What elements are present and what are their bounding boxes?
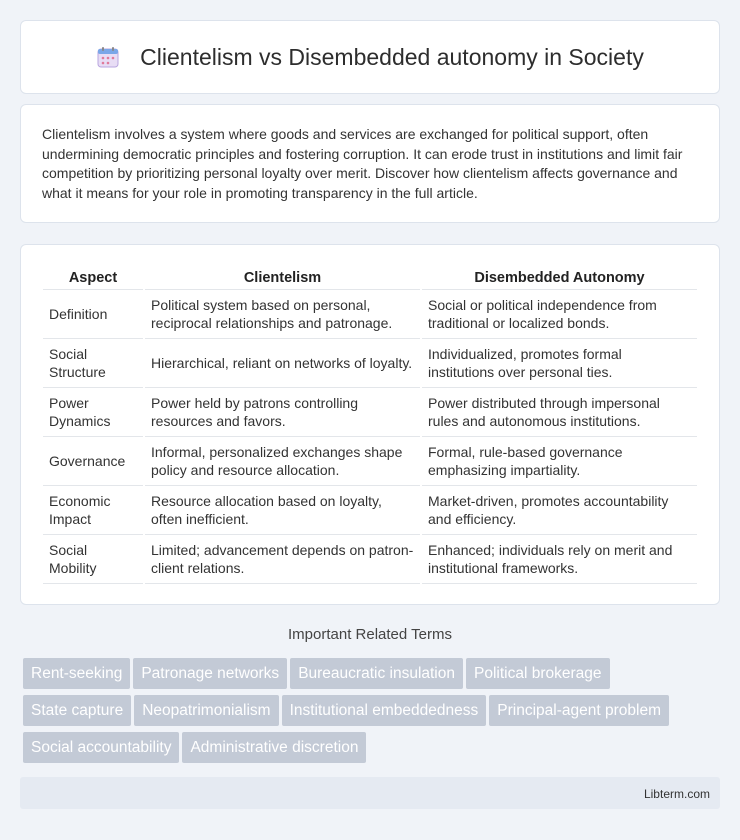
calendar-icon <box>96 45 120 69</box>
intro-card <box>20 104 720 223</box>
related-term-tag[interactable]: Rent-seeking <box>23 658 130 689</box>
intro-text: Clientelism involves a system where goods and services are exchanged for political support, often undermining democratic principles and fostering corruption. It can erode trust in institutions and limit fair competition by prioritizing personal loyalty over merit. Discover how clientelism affects governance and what it means for your role in promoting transparency in the full article. <box>42 126 683 201</box>
row-disembedded: Enhanced; individuals rely on merit and institutional frameworks. <box>422 535 697 584</box>
comparison-table <box>41 267 699 584</box>
related-term-tag[interactable]: Neopatrimonialism <box>134 695 278 726</box>
related-term-tag[interactable]: Administrative discretion <box>182 732 366 763</box>
row-aspect: Definition <box>43 290 143 339</box>
page-title: Clientelism vs Disembedded autonomy in Society <box>140 43 644 70</box>
row-aspect: Governance <box>43 437 143 486</box>
row-aspect: Power Dynamics <box>43 388 143 437</box>
related-term-tag[interactable]: Institutional embeddedness <box>282 695 487 726</box>
row-aspect: Social Mobility <box>43 535 143 584</box>
header-disembedded-autonomy: Disembedded Autonomy <box>422 267 697 290</box>
row-aspect: Economic Impact <box>43 486 143 535</box>
row-clientelism: Hierarchical, reliant on networks of loyalty. <box>145 339 420 388</box>
related-term-tag[interactable]: Principal-agent problem <box>489 695 669 726</box>
row-clientelism: Power held by patrons controlling resources and favors. <box>145 388 420 437</box>
related-term-tag[interactable]: Bureaucratic insulation <box>290 658 463 689</box>
row-clientelism: Informal, personalized exchanges shape policy and resource allocation. <box>145 437 420 486</box>
table-header-row <box>43 267 697 290</box>
row-aspect: Social Structure <box>43 339 143 388</box>
table-row <box>43 290 697 339</box>
row-disembedded: Power distributed through impersonal rules and autonomous institutions. <box>422 388 697 437</box>
table-row <box>43 486 697 535</box>
related-term-tag[interactable]: Social accountability <box>23 732 179 763</box>
related-term-tag[interactable]: Patronage networks <box>133 658 287 689</box>
comparison-table-card <box>20 244 720 605</box>
table-row <box>43 535 697 584</box>
table-row <box>43 437 697 486</box>
row-disembedded: Individualized, promotes formal institutions over personal ties. <box>422 339 697 388</box>
footer <box>20 777 720 809</box>
related-terms-title: Important Related Terms <box>288 626 452 643</box>
footer-site-link[interactable]: Libterm.com <box>643 787 710 801</box>
table-row <box>43 339 697 388</box>
row-disembedded: Social or political independence from traditional or localized bonds. <box>422 290 697 339</box>
header-card <box>20 20 720 94</box>
table-row <box>43 388 697 437</box>
related-term-tag[interactable]: State capture <box>23 695 131 726</box>
related-term-tag[interactable]: Political brokerage <box>466 658 610 689</box>
row-clientelism: Limited; advancement depends on patron-client relations. <box>145 535 420 584</box>
header-aspect: Aspect <box>43 267 143 290</box>
row-disembedded: Formal, rule-based governance emphasizing impartiality. <box>422 437 697 486</box>
header-clientelism: Clientelism <box>145 267 420 290</box>
row-disembedded: Market-driven, promotes accountability and efficiency. <box>422 486 697 535</box>
row-clientelism: Political system based on personal, reciprocal relationships and patronage. <box>145 290 420 339</box>
row-clientelism: Resource allocation based on loyalty, often inefficient. <box>145 486 420 535</box>
related-terms-list <box>23 658 713 769</box>
